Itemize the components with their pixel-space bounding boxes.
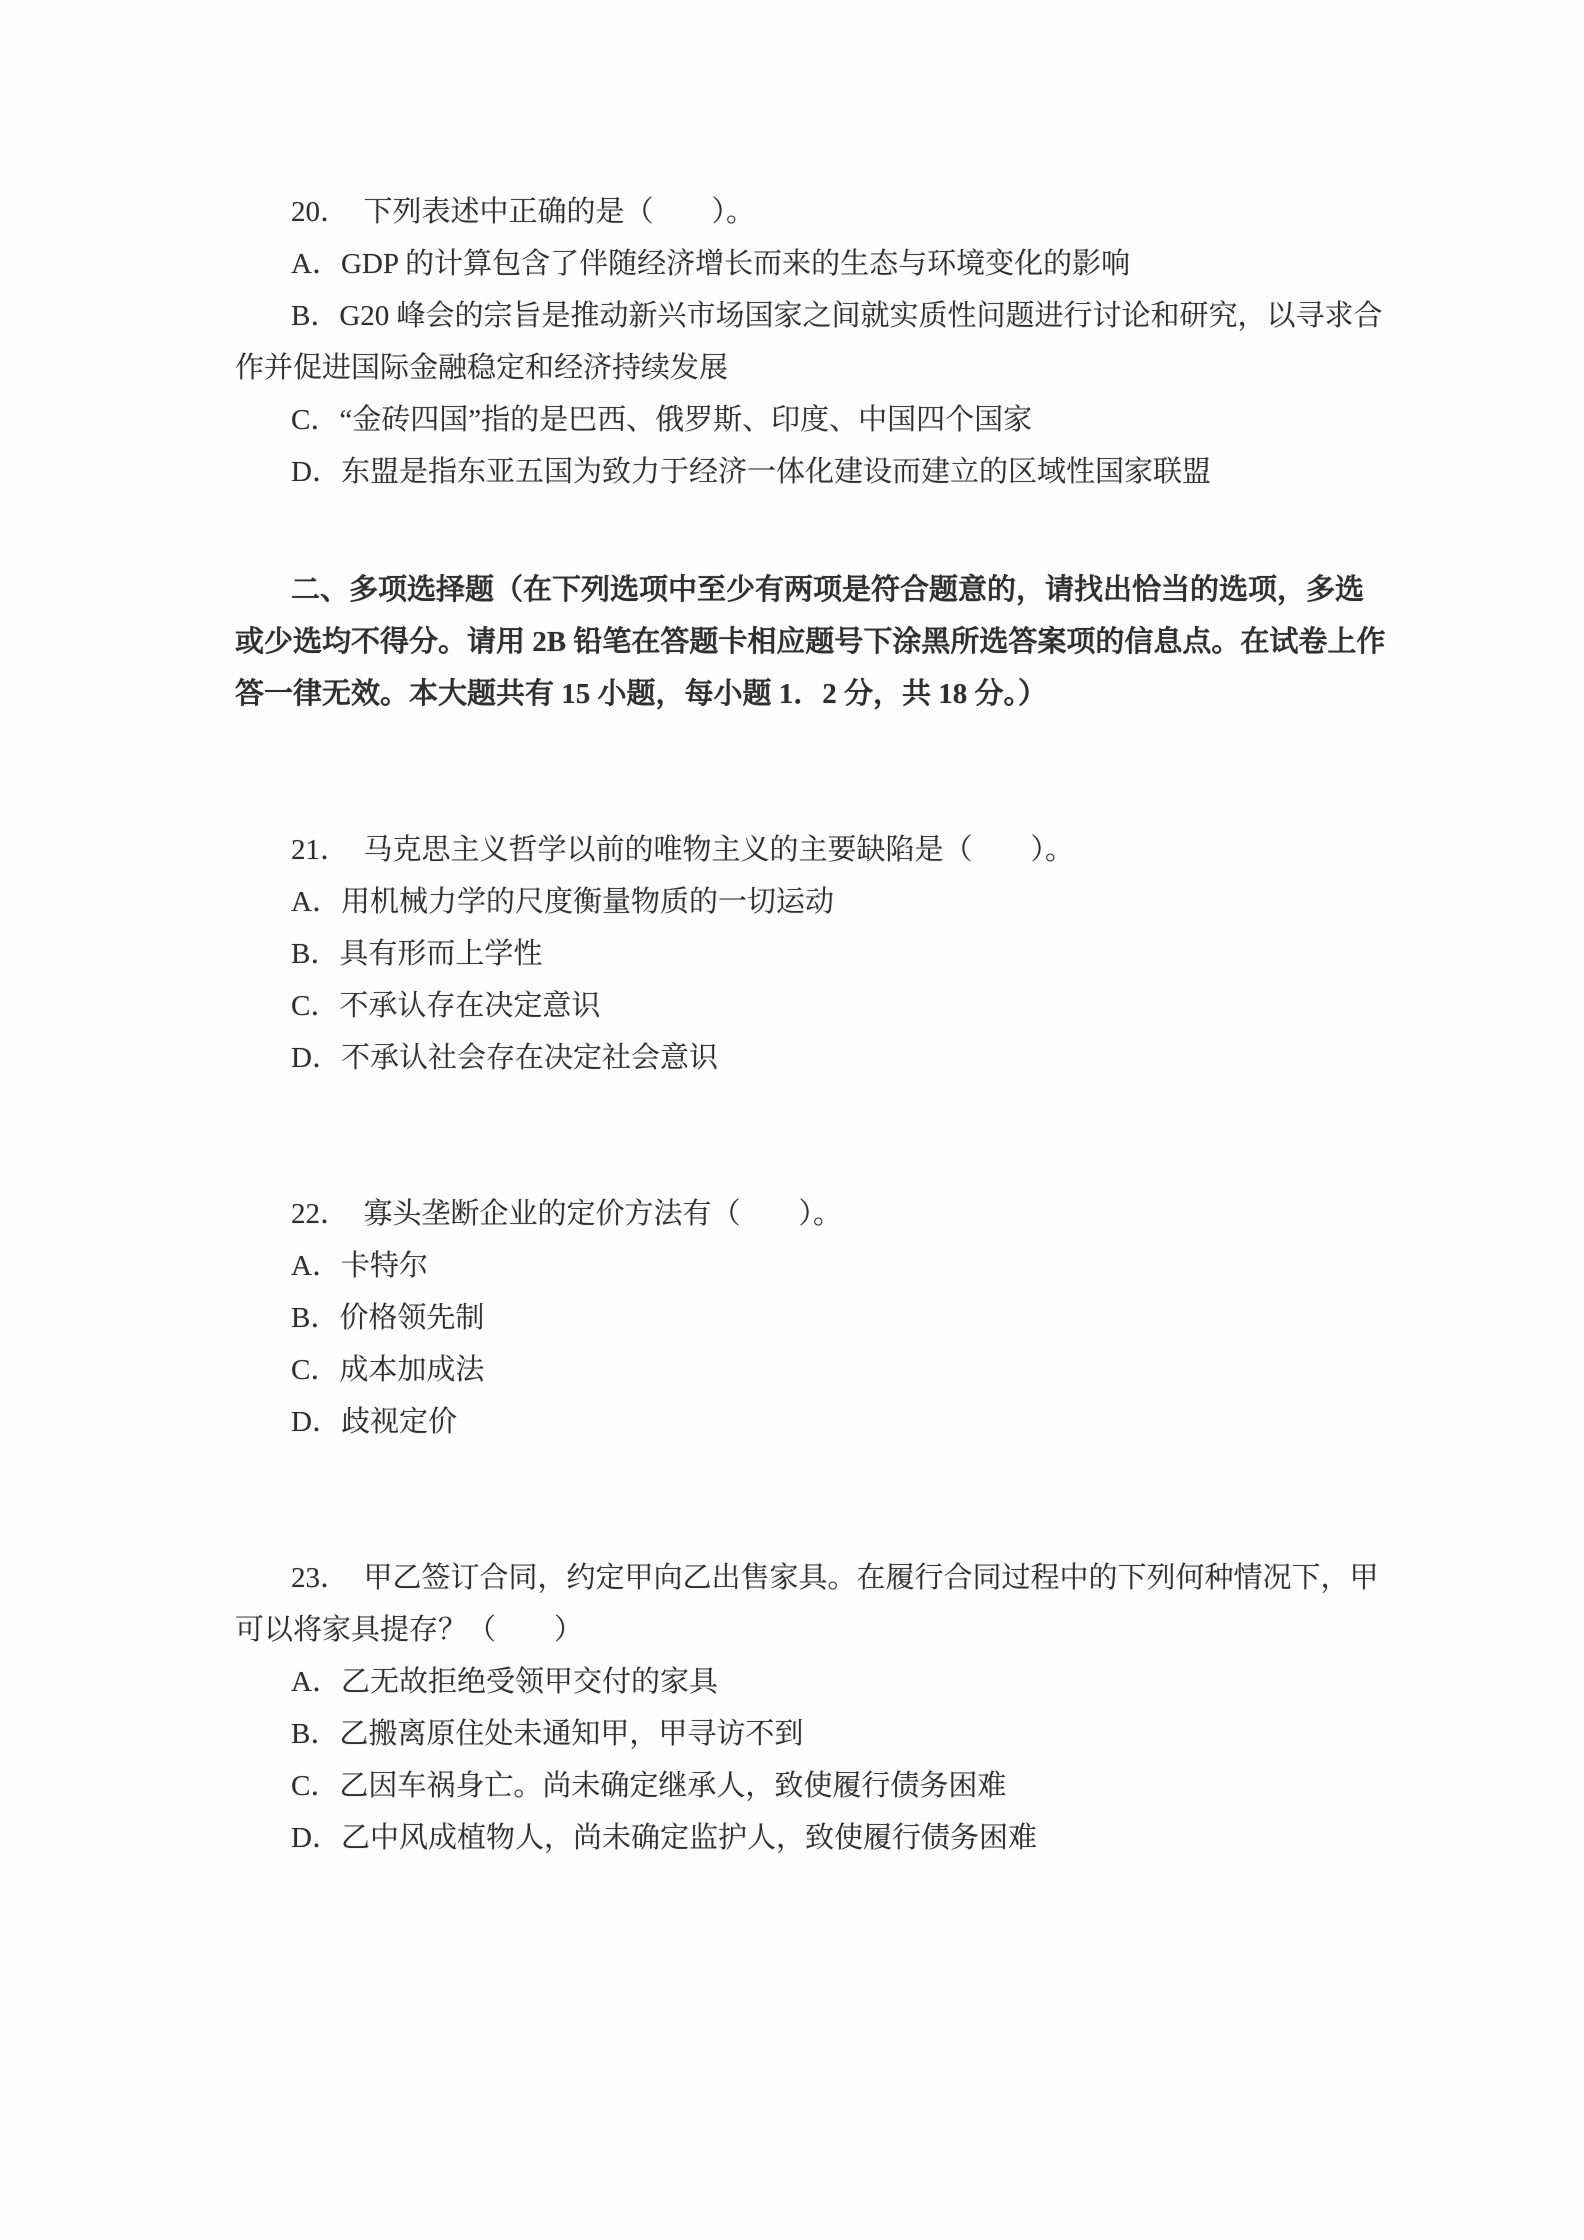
question-23-option-a: [235, 1656, 1345, 1708]
question-22-stem-line-1: 22． 寡头垄断企业的定价方法有（ ）。: [291, 1198, 843, 1230]
question-22-option-b: [235, 1292, 1345, 1344]
question-22-option-a: [235, 1240, 1345, 1292]
question-20-option-b: [235, 290, 1383, 394]
question-21-stem-line-1: 21． 马克思主义哲学以前的唯物主义的主要缺陷是（ ）。: [291, 834, 1075, 866]
question-23-stem: [235, 1552, 1379, 1656]
question-23-option-c-line-1: C．乙因车祸身亡。尚未确定继承人，致使履行债务困难: [291, 1770, 1007, 1802]
question-21-option-a: [235, 876, 1345, 928]
question-22-option-d: [235, 1396, 1345, 1448]
question-22-option-c: [235, 1344, 1345, 1396]
section-2-heading-line-2: 或少选均不得分。请用 2B 铅笔在答题卡相应题号下涂黑所选答案项的信息点。在试卷上作: [235, 626, 1386, 658]
question-21-option-c: [235, 980, 1345, 1032]
question-23-option-d: [235, 1812, 1345, 1864]
question-23-option-d-line-1: D．乙中风成植物人，尚未确定监护人，致使履行债务困难: [291, 1822, 1037, 1854]
section-2-heading: [235, 564, 1386, 720]
question-20-option-a: [235, 238, 1345, 290]
question-22-stem: [235, 1188, 1345, 1240]
section-2-heading-line-1: 二、多项选择题（在下列选项中至少有两项是符合题意的，请找出恰当的选项，多选: [291, 574, 1365, 606]
question-23-option-b-line-1: B．乙搬离原住处未通知甲，甲寻访不到: [291, 1718, 804, 1750]
question-22-option-c-line-1: C．成本加成法: [291, 1354, 485, 1386]
question-23: [235, 1552, 1379, 1864]
question-23-stem-line-2: 可以将家具提存？（ ）: [235, 1614, 584, 1646]
question-20-option-c: [235, 394, 1345, 446]
question-22-option-a-line-1: A．卡特尔: [291, 1250, 428, 1282]
question-23-option-a-line-1: A．乙无故拒绝受领甲交付的家具: [291, 1666, 718, 1698]
question-21-option-c-line-1: C．不承认存在决定意识: [291, 990, 601, 1022]
question-23-stem-line-1: 23． 甲乙签订合同，约定甲向乙出售家具。在履行合同过程中的下列何种情况下，甲: [291, 1562, 1379, 1594]
question-21-option-d: [235, 1032, 1345, 1084]
question-21-option-d-line-1: D．不承认社会存在决定社会意识: [291, 1042, 718, 1074]
question-23-option-b: [235, 1708, 1345, 1760]
question-21-option-a-line-1: A．用机械力学的尺度衡量物质的一切运动: [291, 886, 834, 918]
question-22-option-b-line-1: B．价格领先制: [291, 1302, 485, 1334]
question-20-stem: [235, 186, 1345, 238]
question-20-option-c-line-1: C．“金砖四国”指的是巴西、俄罗斯、印度、中国四个国家: [291, 404, 1033, 436]
question-23-option-c: [235, 1760, 1345, 1812]
question-22-option-d-line-1: D．歧视定价: [291, 1406, 457, 1438]
section-2-heading-line-3: 答一律无效。本大题共有 15 小题，每小题 1．2 分，共 18 分。）: [235, 678, 1048, 710]
question-22: [235, 1188, 1345, 1448]
question-20-stem-line-1: 20． 下列表述中正确的是（ ）。: [291, 196, 756, 228]
question-20-option-d-line-1: D．东盟是指东亚五国为致力于经济一体化建设而建立的区域性国家联盟: [291, 456, 1211, 488]
question-20-option-a-line-1: A．GDP 的计算包含了伴随经济增长而来的生态与环境变化的影响: [291, 248, 1131, 280]
question-21: [235, 824, 1345, 1084]
question-20-option-b-line-2: 作并促进国际金融稳定和经济持续发展: [235, 352, 729, 384]
page-content: [235, 186, 1386, 1864]
question-20-option-d: [235, 446, 1345, 498]
question-20-option-b-line-1: B．G20 峰会的宗旨是推动新兴市场国家之间就实质性问题进行讨论和研究，以寻求合: [291, 300, 1383, 332]
question-21-option-b: [235, 928, 1345, 980]
question-21-stem: [235, 824, 1345, 876]
question-20: [235, 186, 1383, 498]
question-21-option-b-line-1: B．具有形而上学性: [291, 938, 543, 970]
